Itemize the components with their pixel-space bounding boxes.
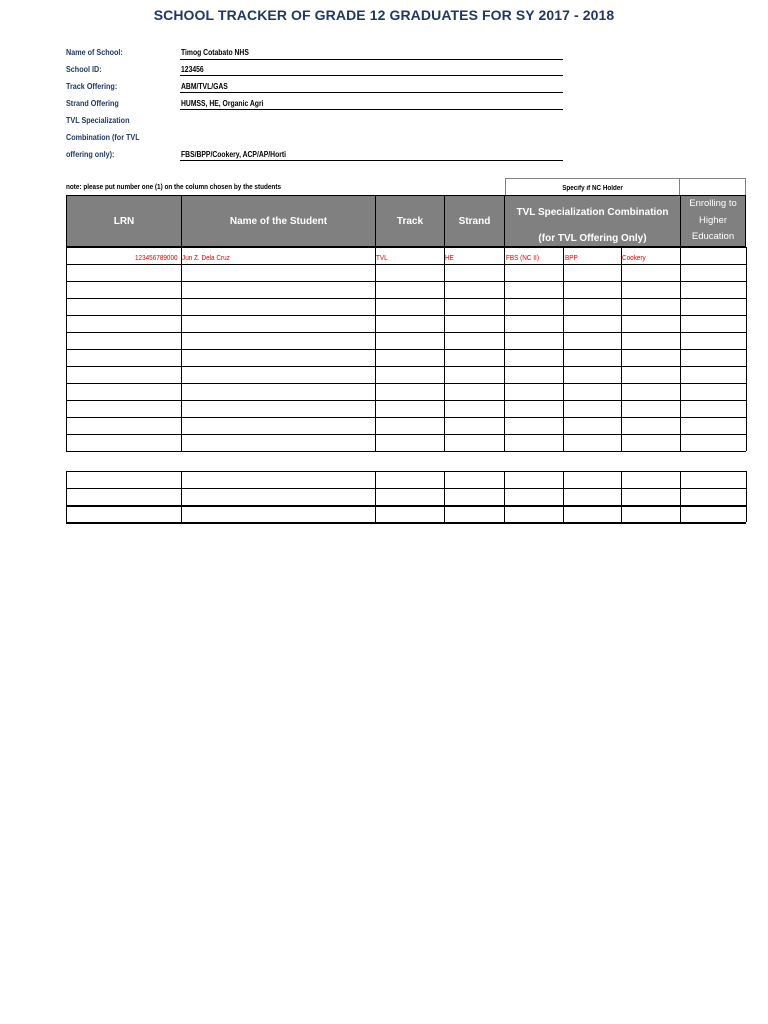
- column-divider: [680, 247, 681, 451]
- tvl-spec-value: FBS/BPP/Cookery, ACP/AP/Horti: [181, 150, 287, 159]
- school-name-value: Timog Cotabato NHS: [181, 48, 249, 57]
- row-divider: [66, 349, 746, 350]
- row-divider: [66, 522, 746, 524]
- tvl-spec-label-1: TVL Specialization: [66, 116, 130, 125]
- column-divider: [66, 471, 67, 522]
- header-lrn: LRN: [66, 195, 182, 247]
- column-divider: [181, 471, 182, 522]
- row-spec-2: BPP: [565, 253, 578, 262]
- header-strand: Strand: [444, 195, 505, 247]
- strand-offering-value: HUMSS, HE, Organic Agri: [181, 99, 264, 108]
- row-divider: [66, 366, 746, 367]
- header-tvl-specialization: [504, 195, 681, 247]
- row-divider: [66, 298, 746, 299]
- tvl-spec-line: [180, 160, 563, 161]
- column-divider: [375, 247, 376, 451]
- tvl-spec-label-2: Combination (for TVL: [66, 133, 140, 142]
- school-id-value: 123456: [181, 65, 204, 74]
- header-enrolling: [680, 195, 746, 247]
- row-spec-1: FBS (NC II): [506, 253, 539, 262]
- school-id-label: School ID:: [66, 65, 102, 74]
- header-tvl-line1: TVL Specialization Combination: [516, 207, 669, 218]
- page-title: SCHOOL TRACKER OF GRADE 12 GRADUATES FOR SY 2017 - 2018: [153, 7, 615, 23]
- school-name-line: [180, 59, 563, 60]
- header-enroll-line2: Higher: [699, 214, 727, 226]
- header-tvl-line2: (for TVL Offering Only): [538, 233, 647, 244]
- column-divider: [563, 471, 564, 522]
- row-track: TVL: [376, 253, 388, 262]
- track-offering-label: Track Offering:: [66, 82, 118, 91]
- row-strand: HE: [445, 253, 454, 262]
- row-divider: [66, 471, 746, 472]
- column-divider: [375, 471, 376, 522]
- nc-holder-label: Specify if NC Holder: [562, 185, 623, 192]
- track-offering-line: [180, 92, 563, 93]
- row-lrn: 123456789000: [135, 253, 178, 262]
- row-divider: [66, 315, 746, 316]
- instruction-note: note: please put number one (1) on the column chosen by the students: [66, 182, 282, 191]
- column-divider: [680, 471, 681, 522]
- strand-offering-label: Strand Offering: [66, 99, 119, 108]
- row-divider: [66, 451, 746, 452]
- column-divider: [621, 471, 622, 522]
- track-offering-value: ABM/TVL/GAS: [181, 82, 228, 91]
- row-divider: [66, 400, 746, 401]
- row-divider: [66, 505, 746, 507]
- row-divider: [66, 488, 746, 489]
- row-divider: [66, 332, 746, 333]
- column-divider: [181, 247, 182, 451]
- column-divider: [504, 247, 505, 451]
- school-name-label: Name of School:: [66, 48, 123, 57]
- school-id-line: [180, 75, 563, 76]
- row-divider: [66, 434, 746, 435]
- row-student-name: Jun Z. Dela Cruz: [182, 253, 230, 262]
- column-divider: [504, 471, 505, 522]
- column-divider: [621, 247, 622, 451]
- row-divider: [66, 247, 746, 248]
- column-divider: [746, 247, 747, 451]
- column-divider: [746, 471, 747, 522]
- row-spec-3: Cookery: [622, 253, 646, 262]
- header-enroll-line1: Enrolling to: [689, 198, 737, 209]
- strand-offering-line: [180, 109, 563, 110]
- column-divider: [444, 247, 445, 451]
- header-enroll-line3: Education: [691, 231, 735, 242]
- column-divider: [563, 247, 564, 451]
- enroll-top-box: [680, 178, 746, 195]
- column-divider: [444, 471, 445, 522]
- column-divider: [66, 247, 67, 451]
- header-student-name: Name of the Student: [181, 195, 376, 247]
- row-divider: [66, 383, 746, 384]
- row-divider: [66, 417, 746, 418]
- header-track: Track: [375, 195, 445, 247]
- row-divider: [66, 281, 746, 282]
- row-divider: [66, 264, 746, 265]
- tvl-spec-label-3: offering only):: [66, 150, 115, 159]
